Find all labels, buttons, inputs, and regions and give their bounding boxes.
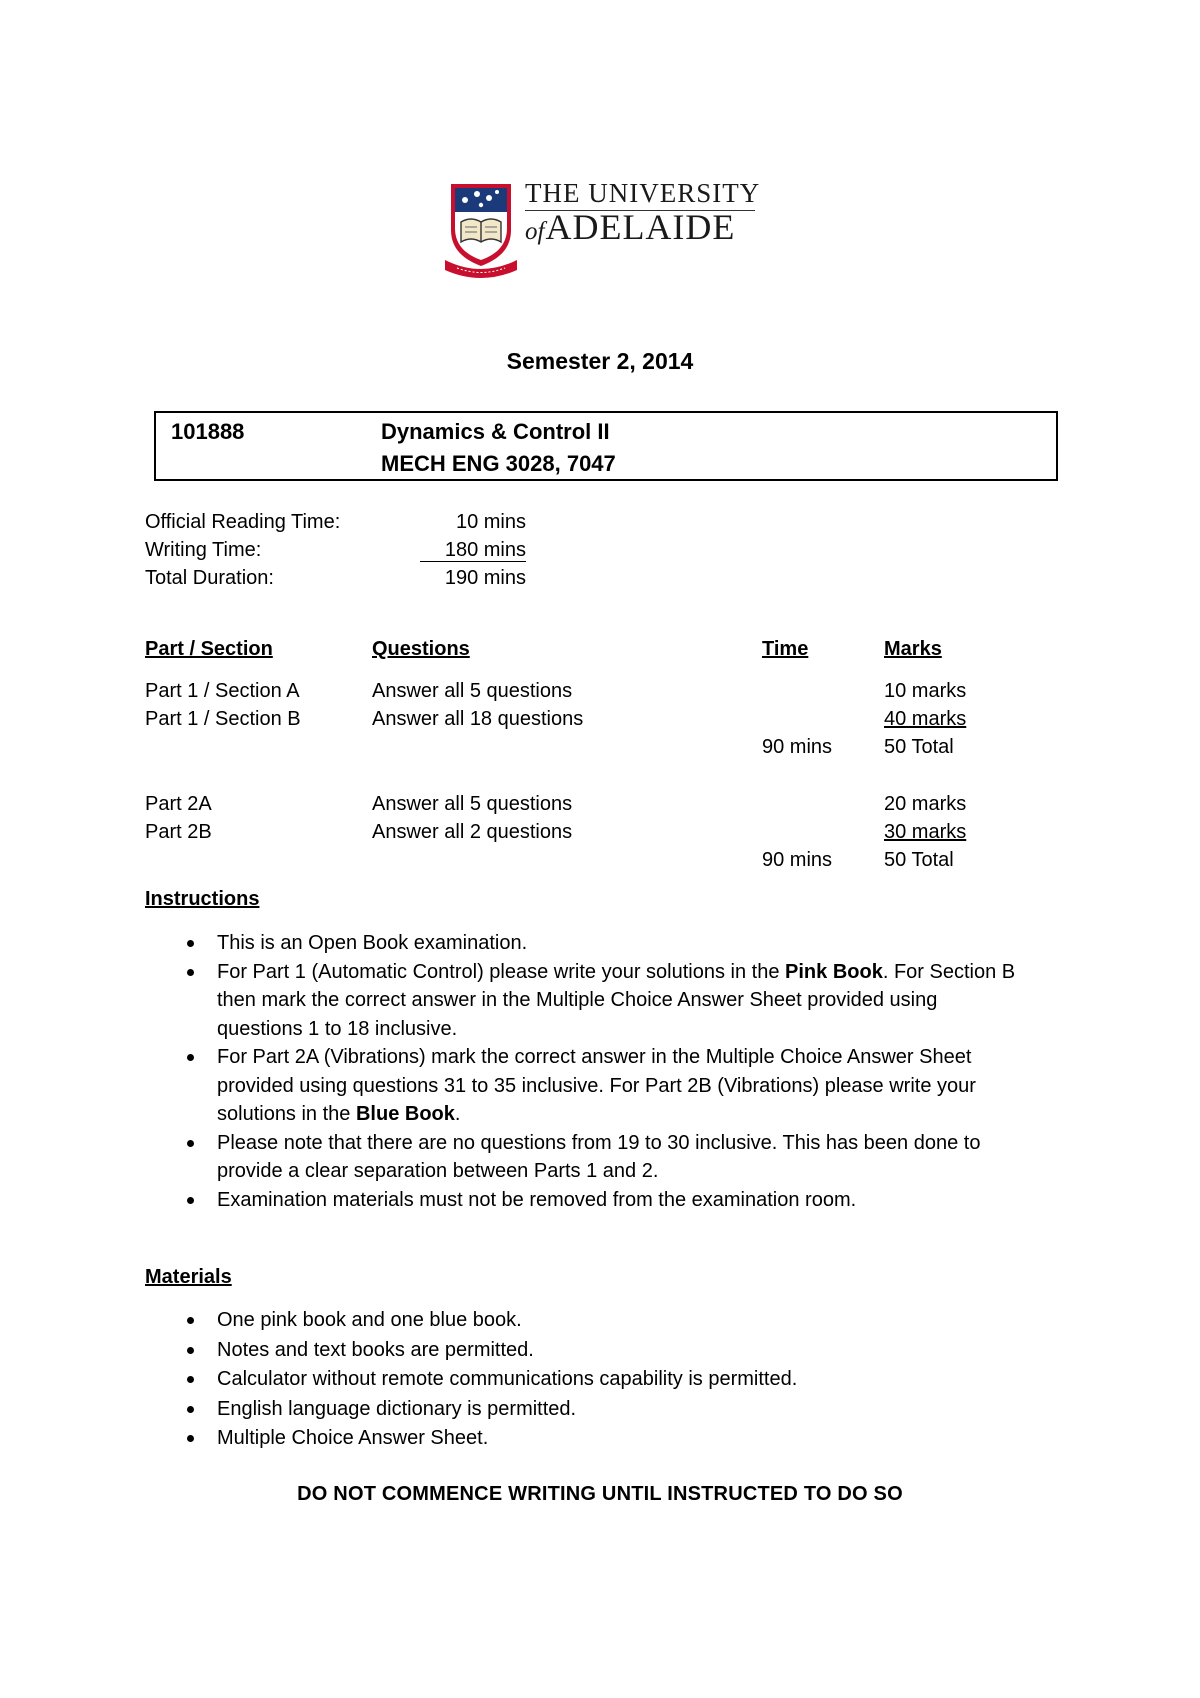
course-name: Dynamics & Control II [381, 419, 610, 444]
table-cell-questions: Answer all 2 questions [372, 821, 573, 843]
list-item: Please note that there are no questions from 19 to 30 inclusive. This has been done to provide a clear separation between Parts 1 and 2. [145, 1129, 1025, 1186]
timing-value: 180 mins [420, 539, 526, 562]
course-code: 101888 [171, 419, 245, 444]
instructions-heading: Instructions [145, 888, 260, 910]
list-item: Notes and text books are permitted. [145, 1336, 1025, 1366]
timing-label: Writing Time: [145, 539, 262, 561]
list-item: Examination materials must not be removed from the examination room. [145, 1186, 1025, 1215]
table-cell-time: 90 mins [762, 849, 833, 871]
materials-list [145, 1306, 1025, 1454]
table-cell-questions: Answer all 5 questions [372, 793, 573, 815]
table-cell-part: Part 1 / Section A [145, 680, 300, 702]
timing-label: Total Duration: [145, 567, 274, 589]
university-logo [445, 178, 775, 286]
column-header-time: Time [762, 638, 809, 660]
course-box [154, 411, 1058, 481]
logo-text-university: THE UNIVERSITY [525, 178, 761, 208]
university-crest-icon [445, 178, 519, 278]
course-units: MECH ENG 3028, 7047 [381, 451, 616, 476]
table-cell-questions: Answer all 5 questions [372, 680, 573, 702]
semester-heading: Semester 2, 2014 [506, 348, 694, 374]
column-header-marks: Marks [884, 638, 942, 660]
column-header-questions: Questions [372, 638, 470, 660]
instruction-text: . For Section B then mark the correct answer in the Multiple Choice Answer Sheet provided using questions 1 to 18 inclusive. [217, 960, 1016, 1040]
instruction-emphasis: Blue Book [355, 1103, 455, 1125]
table-cell-part: Part 1 / Section B [145, 708, 301, 730]
table-cell-part: Part 2B [145, 821, 212, 843]
table-cell-marks: 30 marks [884, 821, 967, 843]
table-cell-time: 90 mins [762, 736, 833, 758]
timing-value: 10 mins [455, 511, 526, 533]
list-item: One pink book and one blue book. [145, 1306, 1025, 1336]
column-header-part: Part / Section [145, 638, 273, 660]
logo-text-of: of [525, 218, 545, 245]
table-cell-marks: 10 marks [884, 680, 967, 702]
list-item [145, 958, 1025, 1044]
list-item [145, 1043, 1025, 1129]
timing-label: Official Reading Time: [145, 511, 341, 533]
instructions-list [145, 929, 1025, 1214]
materials-heading: Materials [145, 1266, 232, 1288]
instruction-text: For Part 1 (Automatic Control) please write your solutions in the [217, 960, 786, 983]
table-cell-marks: 50 Total [884, 736, 954, 758]
list-item: Calculator without remote communications capability is permitted. [145, 1365, 1025, 1395]
list-item: Multiple Choice Answer Sheet. [145, 1424, 1025, 1454]
list-item: English language dictionary is permitted. [145, 1395, 1025, 1425]
list-item: This is an Open Book examination. [145, 929, 1025, 958]
commence-warning: DO NOT COMMENCE WRITING UNTIL INSTRUCTED TO DO SO [297, 1483, 903, 1505]
table-cell-marks: 50 Total [884, 849, 954, 871]
table-cell-questions: Answer all 18 questions [372, 708, 584, 730]
logo-text-adelaide-word: ADELAIDE [545, 207, 736, 247]
instruction-text: . [454, 1103, 461, 1125]
timing-value: 190 mins [444, 567, 526, 589]
table-cell-marks: 40 marks [884, 708, 967, 730]
table-cell-marks: 20 marks [884, 793, 967, 815]
instruction-text: For Part 2A (Vibrations) mark the correct answer in the Multiple Choice Answer Sheet provided using questions 31 to 35 inclusive. For Part 2B (Vibrations) please write your solutions in the [217, 1046, 976, 1125]
table-cell-part: Part 2A [145, 793, 212, 815]
instruction-emphasis: Pink Book [785, 960, 883, 983]
logo-text-adelaide [525, 206, 735, 248]
